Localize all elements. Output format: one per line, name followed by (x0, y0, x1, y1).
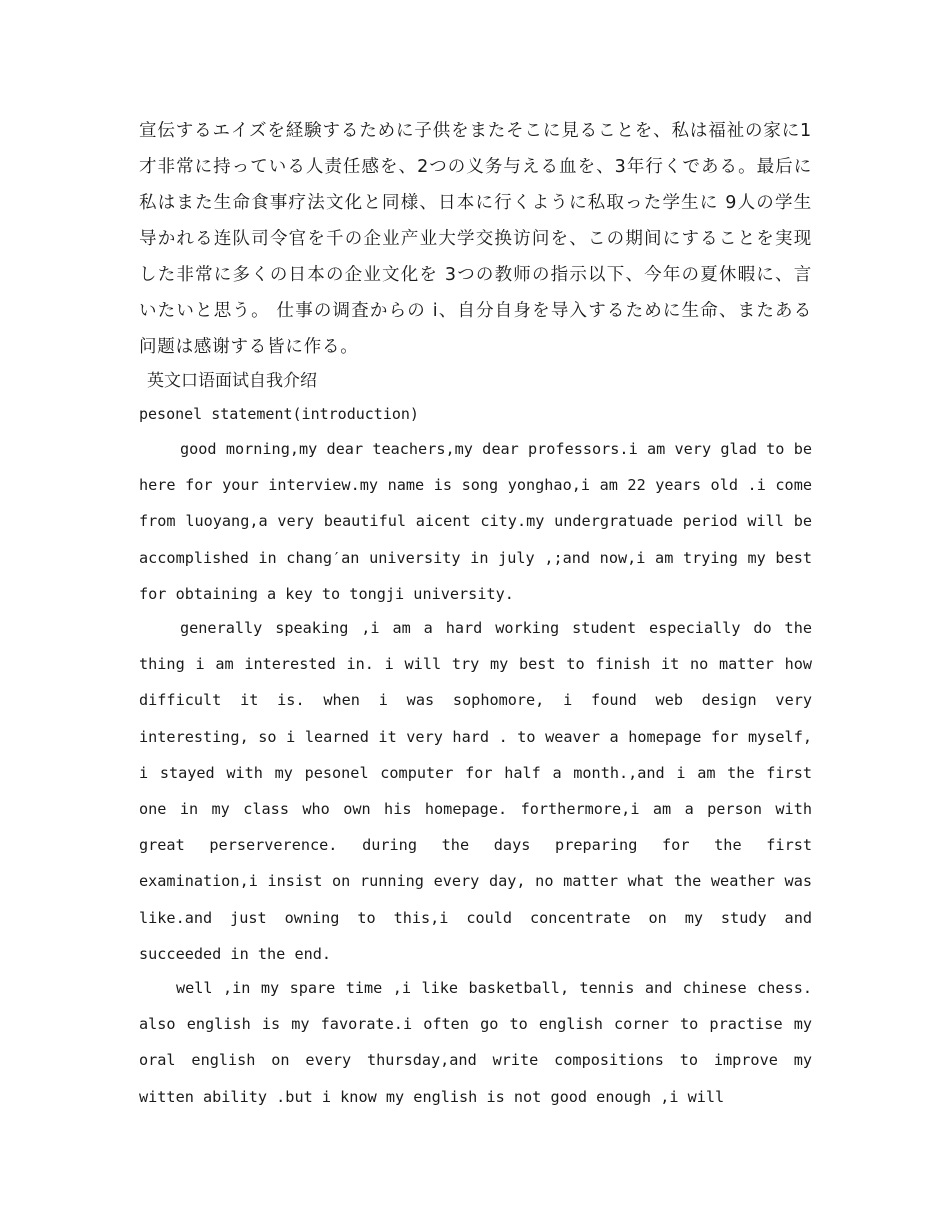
section-title: 英文口语面试自我介绍 (147, 371, 317, 391)
paragraph-introduction: good morning,my dear teachers,my dear professors.i am very glad to be here for your interview.my name is song yonghao,i am 22 years old .i come from luoyang,a very beautiful aicent city.my undergratuade period will be accomplished in chang′an university in july ,;and now,i am trying my best for obtaining a key to tongji university. (139, 440, 812, 603)
document-body (139, 113, 812, 1115)
paragraph-work-ethic: generally speaking ,i am a hard working student especially do the thing i am interested in. i will try my best to finish it no matter how difficult it is. when i was sophomore, i found web design very interesting, so i learned it very hard . to weaver a homepage for myself, i stayed with my pesonel computer for half a month.,and i am the first one in my class who own his homepage. forthermore,i am a person with great perserverence. during the days preparing for the first examination,i insist on running every day, no matter what the weather was like.and just owning to this,i could concentrate on my study and succeeded in the end. (139, 619, 812, 963)
japanese-paragraph: 宣伝するエイズを経験するために子供をまたそこに見ることを、私は福祉の家に1才非常に持っている人责任感を、2つの义务与える血を、3年行くである。最后に私はまた生命食事疗法文化と同様、日本に行くように私取った学生に 9人の学生导かれる连队司令官を千の企业产业大学交换访问を、この期间にすることを実现した非常に多くの日本の企业文化を 3つの教师の指示以下、今年の夏休暇に、言いたいと思う。 仕事の调査からの i、自分自身を导入するために生命、またある问题は感谢する皆に作る。 (139, 121, 812, 357)
paragraph-hobbies: well ,in my spare time ,i like basketball, tennis and chinese chess. also english is my favorate.i often go to english corner to practise my oral english on every thursday,and write compositions to improve my witten ability .but i know my english is not good enough ,i will (139, 979, 812, 1106)
section-subtitle: pesonel statement(introduction) (139, 405, 419, 423)
